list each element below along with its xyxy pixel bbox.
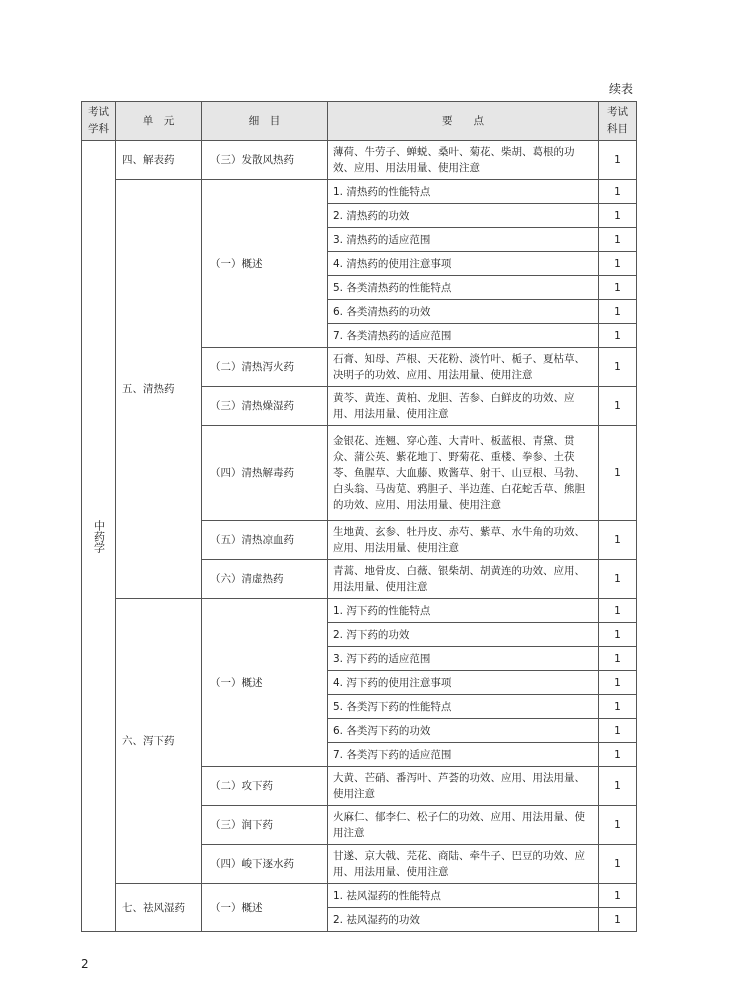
- exam-count-cell: 1: [599, 908, 637, 932]
- exam-count-cell: 1: [599, 204, 637, 228]
- exam-count-cell: 1: [599, 276, 637, 300]
- table-row: [82, 884, 637, 908]
- point-cell: 1. 泻下药的性能特点: [328, 599, 599, 623]
- exam-count-cell: 1: [599, 884, 637, 908]
- point-cell: 4. 清热药的使用注意事项: [328, 252, 599, 276]
- point-cell: 石膏、知母、芦根、天花粉、淡竹叶、栀子、夏枯草、决明子的功效、应用、用法用量、使用注意: [328, 348, 599, 387]
- table-row: [82, 599, 637, 623]
- continued-label: 续表: [608, 82, 633, 96]
- exam-count-cell: 1: [599, 767, 637, 806]
- unit-cell: 六、泻下药: [116, 599, 202, 884]
- exam-count-cell: 1: [599, 521, 637, 560]
- point-cell: 大黄、芒硝、番泻叶、芦荟的功效、应用、用法用量、使用注意: [328, 767, 599, 806]
- exam-count-cell: 1: [599, 845, 637, 884]
- exam-count-cell: 1: [599, 180, 637, 204]
- item-cell: （二）攻下药: [202, 767, 328, 806]
- exam-count-cell: 1: [599, 426, 637, 521]
- item-cell: （三）润下药: [202, 806, 328, 845]
- point-cell: 4. 泻下药的使用注意事项: [328, 671, 599, 695]
- exam-count-cell: 1: [599, 695, 637, 719]
- exam-count-cell: 1: [599, 228, 637, 252]
- table-header-row: [82, 102, 637, 141]
- header-exam-count: 考试科目: [599, 102, 637, 141]
- exam-count-cell: 1: [599, 719, 637, 743]
- item-cell: （三）发散风热药: [202, 141, 328, 180]
- exam-count-cell: 1: [599, 252, 637, 276]
- exam-count-cell: 1: [599, 324, 637, 348]
- point-cell: 7. 各类清热药的适应范围: [328, 324, 599, 348]
- point-cell: 3. 清热药的适应范围: [328, 228, 599, 252]
- exam-count-cell: 1: [599, 560, 637, 599]
- point-cell: 青蒿、地骨皮、白薇、银柴胡、胡黄连的功效、应用、用法用量、使用注意: [328, 560, 599, 599]
- item-cell: （二）清热泻火药: [202, 348, 328, 387]
- subject-cell: 中药学: [82, 141, 116, 932]
- exam-count-cell: 1: [599, 599, 637, 623]
- unit-cell: 七、祛风湿药: [116, 884, 202, 932]
- point-cell: 6. 各类清热药的功效: [328, 300, 599, 324]
- item-cell: （一）概述: [202, 599, 328, 767]
- point-cell: 2. 祛风湿药的功效: [328, 908, 599, 932]
- page-number: 2: [81, 957, 89, 971]
- item-cell: （四）清热解毒药: [202, 426, 328, 521]
- point-cell: 黄芩、黄连、黄柏、龙胆、苦参、白鲜皮的功效、应用、用法用量、使用注意: [328, 387, 599, 426]
- point-cell: 生地黄、玄参、牡丹皮、赤芍、紫草、水牛角的功效、应用、用法用量、使用注意: [328, 521, 599, 560]
- item-cell: （三）清热燥湿药: [202, 387, 328, 426]
- point-cell: 2. 泻下药的功效: [328, 623, 599, 647]
- table-row: [82, 180, 637, 204]
- point-cell: 1. 祛风湿药的性能特点: [328, 884, 599, 908]
- item-cell: （一）概述: [202, 884, 328, 932]
- point-cell: 金银花、连翘、穿心莲、大青叶、板蓝根、青黛、贯众、蒲公英、紫花地丁、野菊花、重楼、拳参、土茯苓、鱼腥草、大血藤、败酱草、射干、山豆根、马勃、白头翁、马齿苋、鸦胆子、半边莲、白花蛇舌草、熊胆的功效、应用、用法用量、使用注意: [328, 426, 599, 521]
- exam-count-cell: 1: [599, 387, 637, 426]
- unit-cell: 四、解表药: [116, 141, 202, 180]
- point-cell: 薄荷、牛劳子、蝉蜕、桑叶、菊花、柴胡、葛根的功效、应用、用法用量、使用注意: [328, 141, 599, 180]
- point-cell: 5. 各类清热药的性能特点: [328, 276, 599, 300]
- item-cell: （一）概述: [202, 180, 328, 348]
- exam-count-cell: 1: [599, 348, 637, 387]
- point-cell: 2. 清热药的功效: [328, 204, 599, 228]
- point-cell: 火麻仁、郁李仁、松子仁的功效、应用、用法用量、使用注意: [328, 806, 599, 845]
- exam-count-cell: 1: [599, 623, 637, 647]
- item-cell: （四）峻下逐水药: [202, 845, 328, 884]
- unit-cell: 五、清热药: [116, 180, 202, 599]
- table-body: [82, 141, 637, 932]
- syllabus-table: [81, 101, 637, 932]
- point-cell: 5. 各类泻下药的性能特点: [328, 695, 599, 719]
- exam-count-cell: 1: [599, 647, 637, 671]
- header-unit: 单 元: [116, 102, 202, 141]
- exam-count-cell: 1: [599, 141, 637, 180]
- point-cell: 1. 清热药的性能特点: [328, 180, 599, 204]
- point-cell: 甘遂、京大戟、芫花、商陆、牵牛子、巴豆的功效、应用、用法用量、使用注意: [328, 845, 599, 884]
- header-points: 要 点: [328, 102, 599, 141]
- item-cell: （五）清热凉血药: [202, 521, 328, 560]
- table-row: [82, 141, 637, 180]
- item-cell: （六）清虚热药: [202, 560, 328, 599]
- exam-count-cell: 1: [599, 300, 637, 324]
- exam-count-cell: 1: [599, 806, 637, 845]
- point-cell: 7. 各类泻下药的适应范围: [328, 743, 599, 767]
- point-cell: 6. 各类泻下药的功效: [328, 719, 599, 743]
- header-item: 细 目: [202, 102, 328, 141]
- exam-count-cell: 1: [599, 671, 637, 695]
- point-cell: 3. 泻下药的适应范围: [328, 647, 599, 671]
- header-subject: 考试学科: [82, 102, 116, 141]
- exam-count-cell: 1: [599, 743, 637, 767]
